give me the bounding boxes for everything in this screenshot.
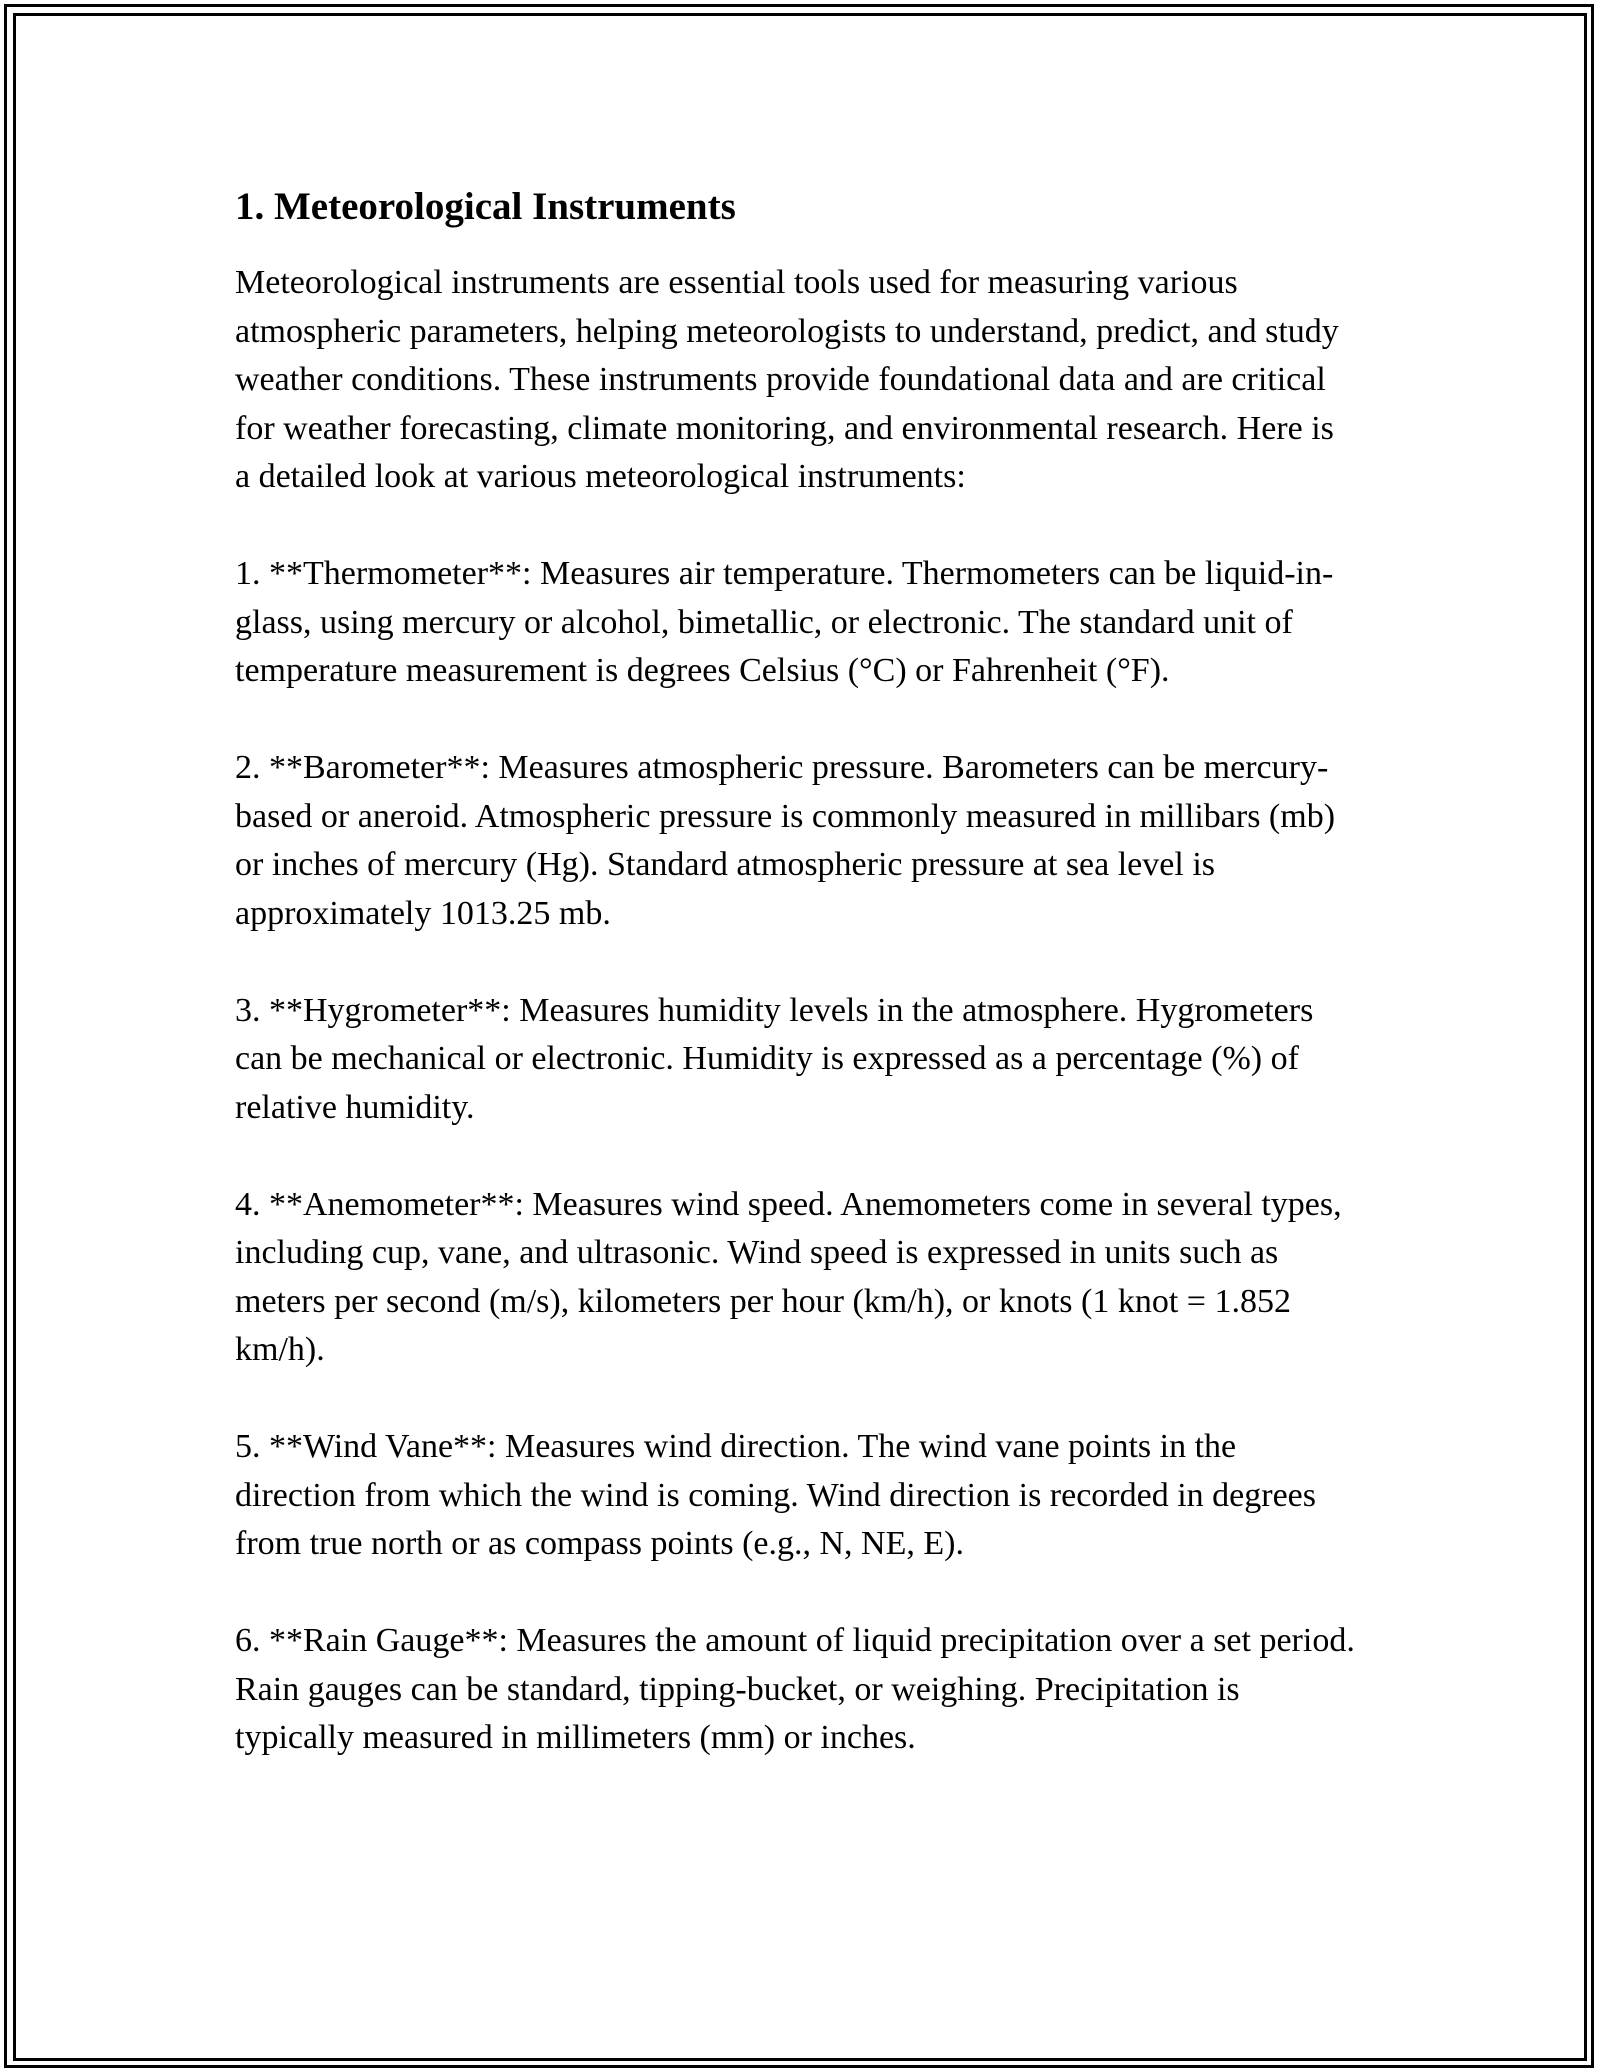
list-item-hygrometer: 3. **Hygrometer**: Measures humidity levels in the atmosphere. Hygrometers can be mechanical or electronic. Humidity is expressed as a percentage (%) of relative humidity.: [235, 991, 1314, 1126]
section-heading: 1. Meteorological Instruments: [235, 185, 736, 228]
list-item-wind-vane: 5. **Wind Vane**: Measures wind direction. The wind vane points in the direction from which the wind is coming. Wind direction is recorded in degrees from true north or as compass points (e.g., N, NE, E).: [235, 1428, 1316, 1562]
list-item-rain-gauge: 6. **Rain Gauge**: Measures the amount of liquid precipitation over a set period. Rain gauges can be standard, tipping-bucket, or weighing. Precipitation is typically measured in millimeters (mm) or inches.: [235, 1622, 1355, 1756]
intro-paragraph: Meteorological instruments are essential tools used for measuring various atmospheric parameters, helping meteorologists to understand, predict, and study weather conditions. These instruments provide foundational data and are critical for weather forecasting, climate monitoring, and environmental research. Here is a detailed look at various meteorological instruments:: [235, 264, 1339, 495]
document-body: [235, 183, 1355, 1811]
list-item-thermometer: 1. **Thermometer**: Measures air temperature. Thermometers can be liquid-in-glass, using mercury or alcohol, bimetallic, or electronic. The standard unit of temperature measurement is degrees Celsius (°C) or Fahrenheit (°F).: [235, 555, 1334, 689]
list-item-anemometer: 4. **Anemometer**: Measures wind speed. Anemometers come in several types, including cup, vane, and ultrasonic. Wind speed is expressed in units such as meters per second (m/s), kilometers per hour (km/h), or knots (1 knot = 1.852 km/h).: [235, 1185, 1342, 1368]
list-item-barometer: 2. **Barometer**: Measures atmospheric pressure. Barometers can be mercury-based or aneroid. Atmospheric pressure is commonly measured in millibars (mb) or inches of mercury (Hg). Standard atmospheric pressure at sea level is approximately 1013.25 mb.: [235, 749, 1336, 932]
